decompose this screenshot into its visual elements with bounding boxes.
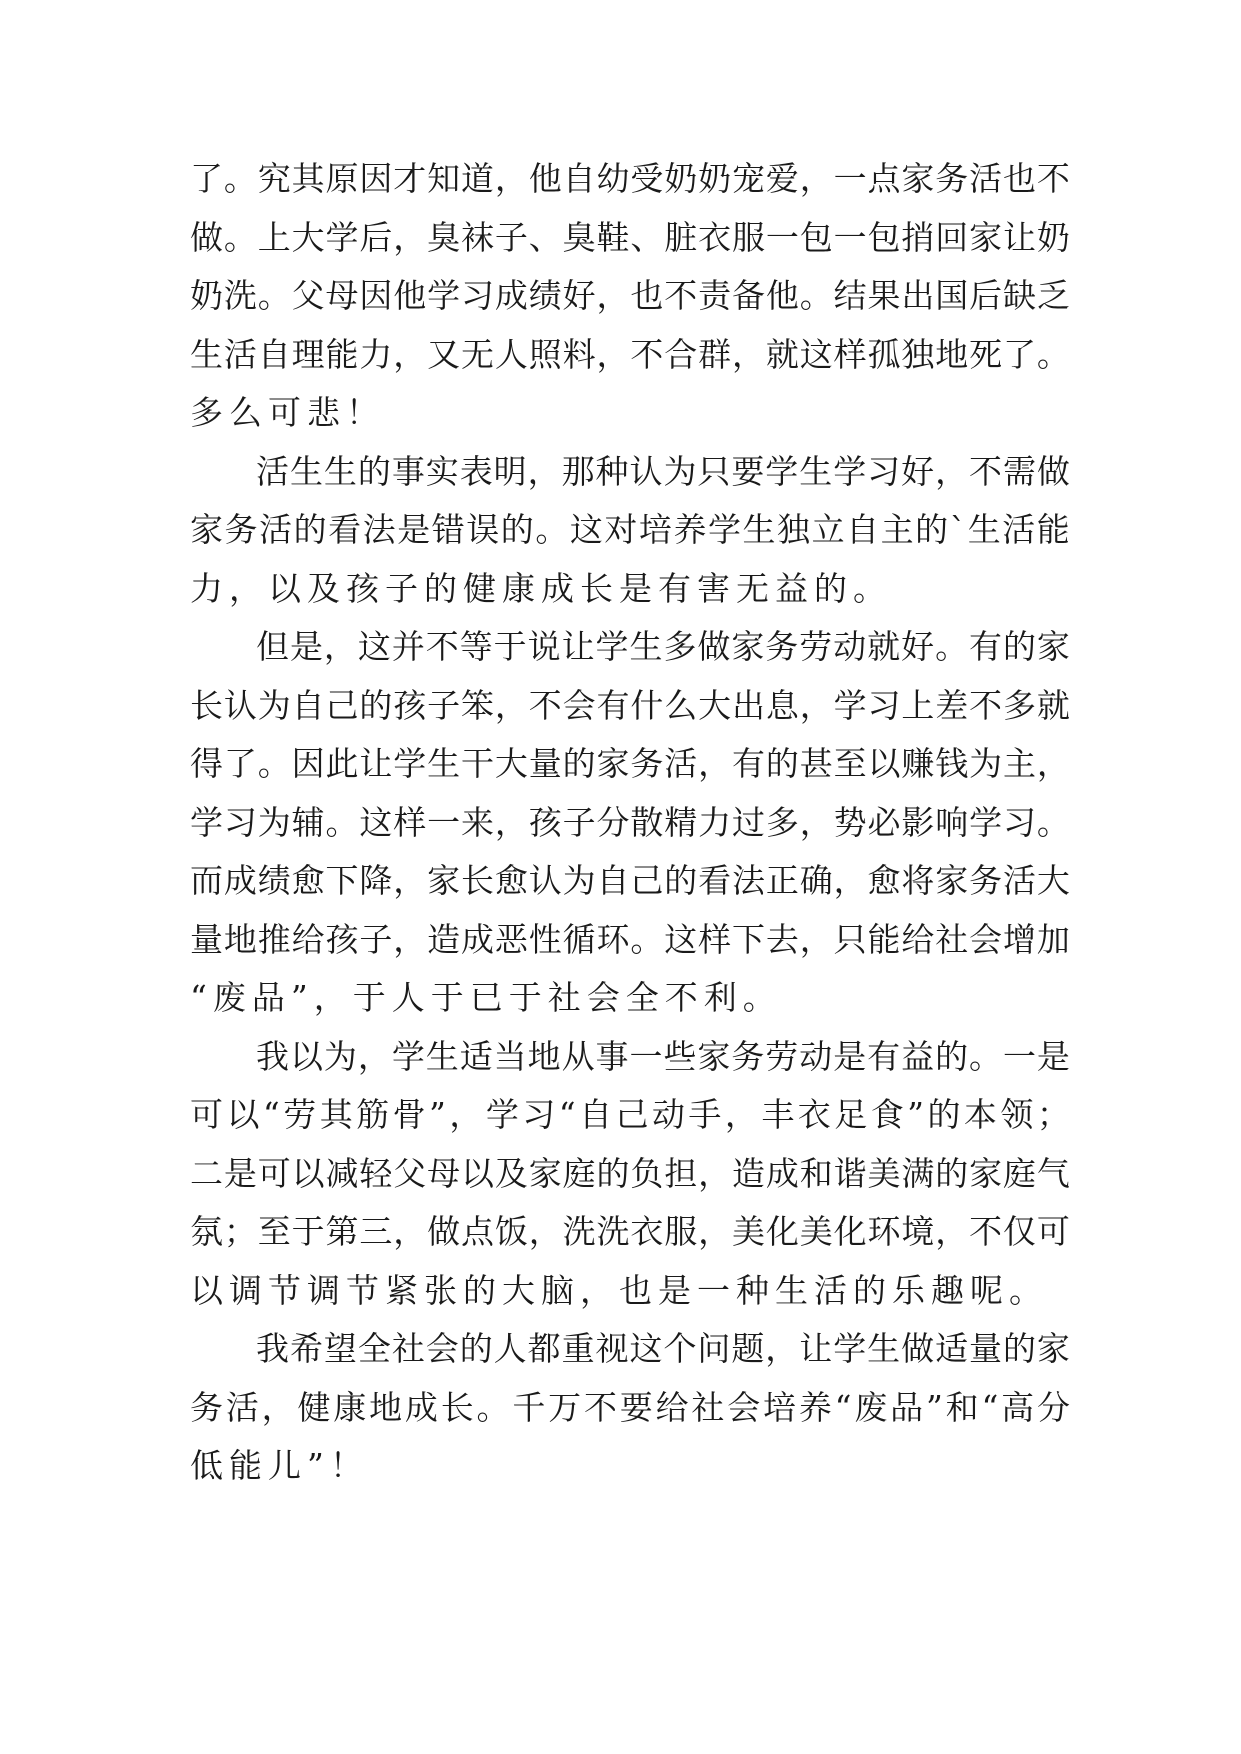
text-line: 活 生 生 的 事 实 表 明 ， 那 种 认 为 只 要 学 生 学 习 好 ， 不 需 做 (256, 451, 1070, 491)
text-line: 低能儿”！ (190, 1446, 369, 1485)
text-line: 我 以 为 ， 学 生 适 当 地 从 事 一 些 家 务 劳 动 是 有 益 的 。 一 是 (256, 1036, 1070, 1076)
text-line: 多么可悲！ (190, 393, 385, 432)
text-line: 氛 ； 至 于 第 三 ， 做 点 饭 ， 洗 洗 衣 服 ， 美 化 美 化 环 境 ， 不 仅 可 (190, 1212, 1070, 1251)
document-body (190, 150, 1070, 1496)
text-line: 力，以及孩子的健康成长是有害无益的。 (190, 568, 892, 608)
text-line: 长 认 为 自 己 的 孩 子 笨 ， 不 会 有 什 么 大 出 息 ， 学 习 上 差 不 多 就 (190, 685, 1070, 725)
text-line: 得 了 。 因 此 让 学 生 干 大 量 的 家 务 活 ， 有 的 甚 至 以 赚 钱 为 主 ， (190, 744, 1070, 783)
text-line: 做 。 上 大 学 后 ， 臭 袜 子 、 臭 鞋 、 脏 衣 服 一 包 一 包 捎 回 家 让 奶 (190, 217, 1070, 257)
text-line: “废品”，于人于已于社会全不利。 (190, 978, 782, 1017)
text-line: 二 是 可 以 减 轻 父 母 以 及 家 庭 的 负 担 ， 造 成 和 谐 美 满 的 家 庭 气 (190, 1153, 1070, 1193)
text-line: 家 务 活 的 看 法 是 错 误 的 。 这 对 培 养 学 生 独 立 自 主 的 ` 生 活 能 (190, 510, 1070, 549)
text-line: 而 成 绩 愈 下 降 ， 家 长 愈 认 为 自 己 的 看 法 正 确 ， 愈 将 家 务 活 大 (190, 861, 1070, 900)
text-line: 量 地 推 给 孩 子 ， 造 成 恶 性 循 环 。 这 样 下 去 ， 只 能 给 社 会 增 加 (190, 919, 1070, 959)
text-line: 了 。 究 其 原 因 才 知 道 ， 他 自 幼 受 奶 奶 宠 爱 ， 一 点 家 务 活 也 不 (190, 159, 1070, 198)
text-line: 以调节调节紧张的大脑，也是一种生活的乐趣呢。 (190, 1270, 1048, 1310)
text-line: 务 活 ， 健 康 地 成 长 。 千 万 不 要 给 社 会 培 养 “ 废 品 ” 和 “ 高 分 (190, 1387, 1070, 1427)
text-line: 可 以 “ 劳 其 筋 骨 ” ， 学 习 “ 自 己 动 手 ， 丰 衣 足 食 ” 的 本 领 ； (190, 1095, 1070, 1134)
text-line: 生 活 自 理 能 力 ， 又 无 人 照 料 ， 不 合 群 ， 就 这 样 孤 独 地 死 了 。 (190, 334, 1070, 374)
text-line: 我 希 望 全 社 会 的 人 都 重 视 这 个 问 题 ， 让 学 生 做 适 量 的 家 (256, 1329, 1070, 1368)
text-line: 奶 洗 。 父 母 因 他 学 习 成 绩 好 ， 也 不 责 备 他 。 结 果 出 国 后 缺 乏 (190, 276, 1070, 315)
text-line: 学 习 为 辅 。 这 样 一 来 ， 孩 子 分 散 精 力 过 多 ， 势 必 影 响 学 习 。 (190, 802, 1070, 842)
text-line: 但 是 ， 这 并 不 等 于 说 让 学 生 多 做 家 务 劳 动 就 好 。 有 的 家 (256, 627, 1070, 666)
